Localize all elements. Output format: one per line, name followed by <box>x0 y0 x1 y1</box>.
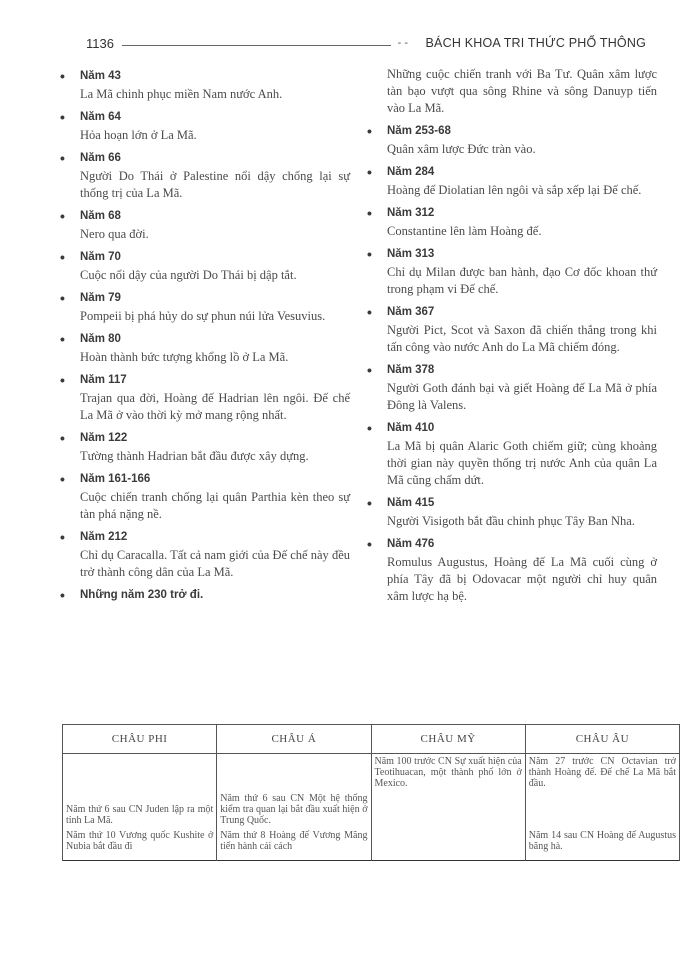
timeline-entry <box>60 331 350 366</box>
timeline-entry <box>60 587 350 603</box>
entry-year: Năm 68 <box>80 210 121 222</box>
bullet-icon: • <box>60 372 65 388</box>
entry-year: Năm 312 <box>387 207 435 219</box>
timeline-entry <box>60 150 350 202</box>
table-cell: Năm thứ 10 Vương quốc Kushite ở Nubia bắt đầu đi <box>63 828 217 861</box>
entry-text: Người Visigoth bắt đầu chinh phục Tây Ban Nha. <box>387 514 635 528</box>
timeline-entry <box>367 362 657 414</box>
entry-text: Hoàng đế Diolatian lên ngôi và sắp xếp lại Đế chế. <box>387 183 642 197</box>
timeline-entry <box>60 430 350 465</box>
entry-text: Người Pict, Scot và Saxon đã chiến thắng trong khi tấn công vào nước Anh do La Mã chiếm đóng. <box>387 323 657 354</box>
bullet-icon: • <box>60 109 65 125</box>
entry-year: Năm 66 <box>80 152 121 164</box>
timeline-entry <box>367 123 657 158</box>
bullet-icon: • <box>367 246 372 262</box>
bullet-icon: • <box>367 205 372 221</box>
bullet-icon: • <box>367 536 372 552</box>
entry-text: La Mã chinh phục miền Nam nước Anh. <box>80 87 283 101</box>
timeline-entry <box>367 495 657 530</box>
timeline-entry <box>60 68 350 103</box>
table-header-row <box>63 725 680 754</box>
entry-text: Hoàn thành bức tượng khổng lồ ở La Mã. <box>80 350 289 364</box>
bullet-icon: • <box>60 471 65 487</box>
right-column <box>367 66 657 611</box>
entry-year: Năm 70 <box>80 251 121 263</box>
bullet-icon: • <box>367 495 372 511</box>
bullet-icon: • <box>367 123 372 139</box>
page-header <box>86 36 646 54</box>
table-cell: Năm thứ 8 Hoàng đế Vương Mãng tiến hành cải cách <box>217 828 371 861</box>
table-cell <box>371 828 525 861</box>
timeline-entry <box>60 471 350 523</box>
entry-year: Năm 80 <box>80 333 121 345</box>
timeline-entry <box>367 536 657 605</box>
bullet-icon: • <box>60 150 65 166</box>
table-row <box>63 828 680 861</box>
timeline-entry <box>60 290 350 325</box>
bullet-icon: • <box>367 420 372 436</box>
timeline-entry <box>367 164 657 199</box>
entry-text: Romulus Augustus, Hoàng đế La Mã cuối cùng ở phía Tây đã bị Odovacar một người chỉ huy quân xâm lược hạ bệ. <box>387 555 657 603</box>
entry-text: Chỉ dụ Milan được ban hành, đạo Cơ đốc khoan thứ trong phạm vi Đế chế. <box>387 265 657 296</box>
entry-text: Hỏa hoạn lớn ở La Mã. <box>80 128 197 142</box>
bullet-icon: • <box>367 304 372 320</box>
header-americas: CHÂU MỸ <box>371 725 525 754</box>
entry-text: Quân xâm lược Đức tràn vào. <box>387 142 536 156</box>
continent-timeline-table <box>62 724 680 861</box>
entry-year: Những năm 230 trở đi. <box>80 589 204 601</box>
header-europe: CHÂU ÂU <box>525 725 679 754</box>
table-cell: Năm 100 trước CN Sự xuất hiện của Teotihuacan, một thành phố lớn ở Mexico. <box>371 754 525 829</box>
timeline-entry <box>367 420 657 489</box>
bullet-icon: • <box>60 529 65 545</box>
entry-text: Chỉ dụ Caracalla. Tất cả nam giới của Đế chế này đều trở thành công dân của La Mã. <box>80 548 350 579</box>
entry-text: Nero qua đời. <box>80 227 149 241</box>
bullet-icon: • <box>60 208 65 224</box>
entry-year: Năm 378 <box>387 364 435 376</box>
timeline-entry <box>367 205 657 240</box>
entry-year: Năm 161-166 <box>80 473 151 485</box>
table-cell: Năm thứ 6 sau CN Juden lập ra một tỉnh La Mã. <box>63 754 217 829</box>
timeline-entry <box>60 372 350 424</box>
continued-text: Những cuộc chiến tranh với Ba Tư. Quân xâm lược tàn bạo vượt qua sông Rhine và sông Danuyp tiến vào La Mã. <box>387 67 657 115</box>
entry-text: Cuộc chiến tranh chống lại quân Parthia kèn theo sự tàn phá nặng nề. <box>80 490 350 521</box>
table-cell: Năm thứ 6 sau CN Một hệ thống kiểm tra quan lại bắt đầu xuất hiện ở Trung Quốc. <box>217 754 371 829</box>
entry-year: Năm 117 <box>80 374 127 386</box>
entry-year: Năm 284 <box>387 166 435 178</box>
bullet-icon: • <box>60 587 65 603</box>
timeline-entry <box>367 246 657 298</box>
header-rule <box>122 45 391 46</box>
bullet-icon: • <box>367 362 372 378</box>
header-dash: - - <box>397 37 408 49</box>
page-number: 1136 <box>86 36 114 51</box>
entry-year: Năm 313 <box>387 248 435 260</box>
header-asia: CHÂU Á <box>217 725 371 754</box>
entry-year: Năm 122 <box>80 432 128 444</box>
timeline-entry <box>60 249 350 284</box>
entry-text: Người Do Thái ở Palestine nổi dậy chống lại sự thống trị của La Mã. <box>80 169 350 200</box>
bullet-icon: • <box>60 430 65 446</box>
timeline-entry <box>60 529 350 581</box>
entry-text: Cuộc nổi dậy của người Do Thái bị dập tắt. <box>80 268 297 282</box>
entry-year: Năm 212 <box>80 531 128 543</box>
entry-text: Pompeii bị phá hủy do sự phun núi lửa Vesuvius. <box>80 309 326 323</box>
entry-text: Constantine lên làm Hoàng đế. <box>387 224 542 238</box>
entry-year: Năm 415 <box>387 497 435 509</box>
timeline-entry <box>60 109 350 144</box>
table-cell: Năm 27 trước CN Octavian trở thành Hoàng đế. Đế chế La Mã bắt đầu. <box>525 754 679 829</box>
entry-year: Năm 64 <box>80 111 121 123</box>
entry-year: Năm 367 <box>387 306 435 318</box>
table-row <box>63 754 680 829</box>
timeline-entry <box>367 304 657 356</box>
entry-text: La Mã bị quân Alaric Goth chiếm giữ; cùng khoảng thời gian này quyền thống trị nước Anh của quân La Mã cũng chấm dứt. <box>387 439 657 487</box>
left-column <box>60 66 350 603</box>
entry-year: Năm 253-68 <box>387 125 451 137</box>
bullet-icon: • <box>60 290 65 306</box>
entry-text: Tường thành Hadrian bắt đầu được xây dựng. <box>80 449 309 463</box>
table-cell: Năm 14 sau CN Hoàng đế Augustus băng hà. <box>525 828 679 861</box>
entry-year: Năm 476 <box>387 538 435 550</box>
entry-year: Năm 79 <box>80 292 121 304</box>
bullet-icon: • <box>60 68 65 84</box>
bullet-icon: • <box>367 164 372 180</box>
entry-year: Năm 410 <box>387 422 435 434</box>
timeline-entry <box>60 208 350 243</box>
bullet-icon: • <box>60 249 65 265</box>
header-africa: CHÂU PHI <box>63 725 217 754</box>
entry-year: Năm 43 <box>80 70 121 82</box>
running-title: BÁCH KHOA TRI THỨC PHỔ THÔNG <box>425 36 646 50</box>
entry-text: Trajan qua đời, Hoàng đế Hadrian lên ngôi. Đế chế La Mã ở vào thời kỳ mở mang rộng nhất. <box>80 391 350 422</box>
entry-text: Người Goth đánh bại và giết Hoàng đế La Mã ở phía Đông là Valens. <box>387 381 657 412</box>
bullet-icon: • <box>60 331 65 347</box>
